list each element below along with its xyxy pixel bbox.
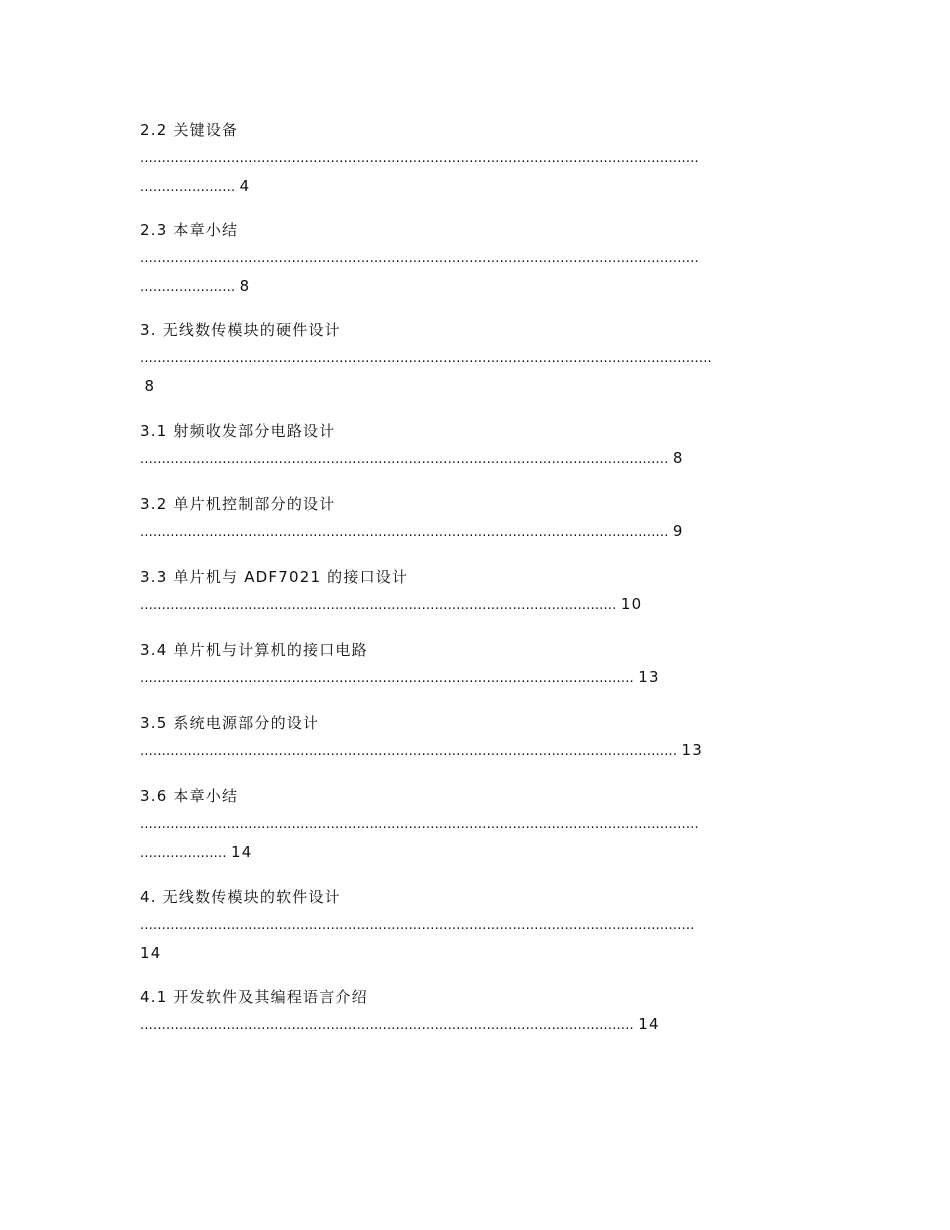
toc-entry-title: 3.5 系统电源部分的设计 [140, 714, 320, 732]
toc-entry[interactable] [140, 713, 840, 761]
toc-leader-line: ............................................................................................................................ 13 [140, 741, 704, 759]
toc-entry[interactable] [140, 887, 840, 964]
toc-entry-title: 3.2 单片机控制部分的设计 [140, 495, 336, 513]
toc-leader-line: .................... 14 [140, 843, 253, 861]
toc-entry-title: 3.1 射频收发部分电路设计 [140, 422, 336, 440]
toc-leader-dots: ................................................................................................................................. [140, 251, 699, 266]
toc-entry[interactable] [140, 220, 840, 297]
toc-entry[interactable] [140, 320, 840, 397]
toc-entry-page: 9 [672, 522, 684, 540]
toc-entry[interactable] [140, 120, 840, 197]
toc-leader-line: .............................................................................................................. 10 [140, 595, 643, 613]
toc-leader-line [140, 377, 840, 397]
toc-entry-title: 2.2 关键设备 [140, 121, 239, 139]
toc-leader-line: .......................................................................................................................... 9 [140, 522, 684, 540]
toc-entry-page: 8 [239, 277, 251, 295]
toc-entry-page: 14 [638, 1015, 660, 1033]
toc-entry-page: 14 [230, 843, 253, 861]
toc-entry-page: 13 [681, 741, 704, 759]
toc-entry-title: 4.1 开发软件及其编程语言介绍 [140, 988, 368, 1006]
toc-leader-dots: ................................................................................................................................. [140, 817, 699, 832]
toc-leader-line [140, 944, 840, 964]
toc-entry-title: 4. 无线数传模块的软件设计 [140, 888, 341, 906]
toc-leader-line: .................................................................................................................. 13 [140, 668, 660, 686]
toc-entry-title: 2.3 本章小结 [140, 221, 239, 239]
toc-leader-line: ...................... 8 [140, 277, 251, 295]
toc-entry[interactable] [140, 567, 840, 615]
toc-entry-page: 8 [144, 377, 156, 395]
toc-leader-line: .......................................................................................................................... 8 [140, 449, 684, 467]
toc-entry-page: 14 [140, 944, 162, 962]
toc-entry-page: 4 [239, 177, 251, 195]
toc-leader-line: ...................... 4 [140, 177, 251, 195]
toc-entry-page: 13 [638, 668, 660, 686]
toc-entry-title: 3.4 单片机与计算机的接口电路 [140, 641, 368, 659]
toc-entry-title: 3.6 本章小结 [140, 787, 239, 805]
toc-entry[interactable] [140, 786, 840, 863]
toc-entry[interactable] [140, 494, 840, 542]
toc-leader-line: .................................................................................................................. 14 [140, 1015, 660, 1033]
toc-entry[interactable] [140, 640, 840, 688]
toc-leader-dots: .................................................................................................................................... [140, 351, 712, 366]
toc-leader-dots: ................................................................................................................................ [140, 918, 695, 933]
toc-entry-title: 3.3 单片机与 ADF7021 的接口设计 [140, 568, 409, 586]
toc-entry-title: 3. 无线数传模块的硬件设计 [140, 321, 341, 339]
toc-entry[interactable] [140, 987, 840, 1035]
toc-leader-dots: ................................................................................................................................. [140, 151, 699, 166]
toc-entry-page: 10 [620, 595, 643, 613]
toc-entry-page: 8 [672, 449, 684, 467]
toc-entry[interactable] [140, 421, 840, 469]
